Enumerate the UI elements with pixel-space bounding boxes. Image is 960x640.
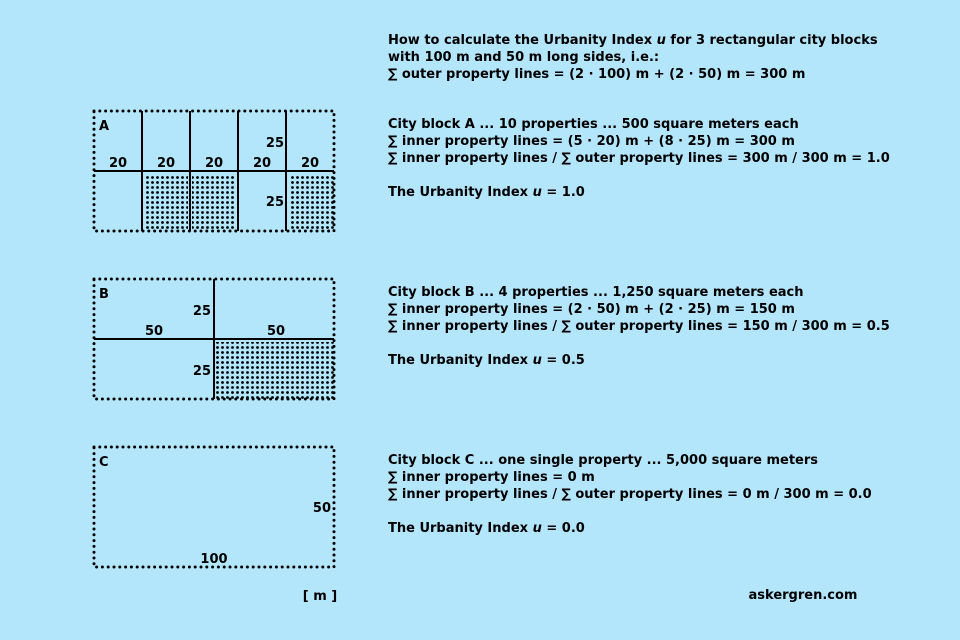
block-b-letter: B xyxy=(99,287,109,302)
block-b-result: The Urbanity Index u = 0.5 xyxy=(388,353,585,368)
block-a-width-label-1: 20 xyxy=(108,156,128,171)
block-a-letter: A xyxy=(99,119,110,134)
block-b-shaded-cell xyxy=(216,342,334,399)
block-b-desc-line-2: ∑ inner property lines = (2 · 50) m + (2 · 25) m = 150 m xyxy=(388,302,795,317)
spacer xyxy=(388,503,872,520)
intro-line-1: How to calculate the Urbanity Index u for 3 rectangular city blocks xyxy=(388,33,878,48)
block-b-desc-line-3: ∑ inner property lines / ∑ outer property lines = 150 m / 300 m = 0.5 xyxy=(388,319,890,334)
block-b-width-label-1: 50 xyxy=(144,324,164,339)
block-c xyxy=(94,447,334,567)
block-c-letter: C xyxy=(99,455,109,470)
block-a-height-label-2: 25 xyxy=(265,195,284,210)
intro-line-3: ∑ outer property lines = (2 · 100) m + (2 · 50) m = 300 m xyxy=(388,67,806,82)
block-a-width-label-3: 20 xyxy=(204,156,224,171)
block-a-shaded-cell-1 xyxy=(144,174,188,230)
block-c-desc-line-2: ∑ inner property lines = 0 m xyxy=(388,470,595,485)
block-a-shaded-cell-3 xyxy=(290,174,334,230)
block-c-result: The Urbanity Index u = 0.0 xyxy=(388,521,585,536)
block-b-height-label-1: 25 xyxy=(192,304,211,319)
block-a-width-label-2: 20 xyxy=(156,156,176,171)
block-b-height-label-2: 25 xyxy=(192,364,211,379)
block-a-width-label-4: 20 xyxy=(252,156,272,171)
block-a-desc-line-1: City block A ... 10 properties ... 500 square meters each xyxy=(388,117,799,132)
block-c-width-label: 100 xyxy=(200,552,228,567)
block-a-description xyxy=(388,116,890,201)
block-a xyxy=(94,111,334,231)
block-a-result: The Urbanity Index u = 1.0 xyxy=(388,185,585,200)
block-b-description xyxy=(388,284,890,369)
block-c-height-label: 50 xyxy=(312,501,331,516)
block-c-desc-line-1: City block C ... one single property ... 5,000 square meters xyxy=(388,453,819,468)
spacer xyxy=(388,335,890,352)
intro-text xyxy=(388,32,878,83)
spacer xyxy=(388,167,890,184)
block-c-description xyxy=(388,452,872,537)
block-b-width-label-2: 50 xyxy=(266,324,286,339)
credit-label: askergren.com xyxy=(748,588,858,603)
block-a-desc-line-2: ∑ inner property lines = (5 · 20) m + (8 · 25) m = 300 m xyxy=(388,134,795,149)
block-a-desc-line-3: ∑ inner property lines / ∑ outer property lines = 300 m / 300 m = 1.0 xyxy=(388,151,890,166)
block-b xyxy=(94,279,334,399)
block-a-height-label-1: 25 xyxy=(265,136,284,151)
intro-line-2: with 100 m and 50 m long sides, i.e.: xyxy=(388,50,660,65)
block-c-outer-boundary xyxy=(94,447,334,567)
block-b-desc-line-1: City block B ... 4 properties ... 1,250 square meters each xyxy=(388,285,804,300)
unit-label: [ m ] xyxy=(302,589,338,604)
urbanity-index-variable: u xyxy=(656,33,666,48)
block-c-desc-line-3: ∑ inner property lines / ∑ outer property lines = 0 m / 300 m = 0.0 xyxy=(388,487,872,502)
block-a-shaded-cell-2 xyxy=(192,174,236,230)
block-a-width-label-5: 20 xyxy=(300,156,320,171)
